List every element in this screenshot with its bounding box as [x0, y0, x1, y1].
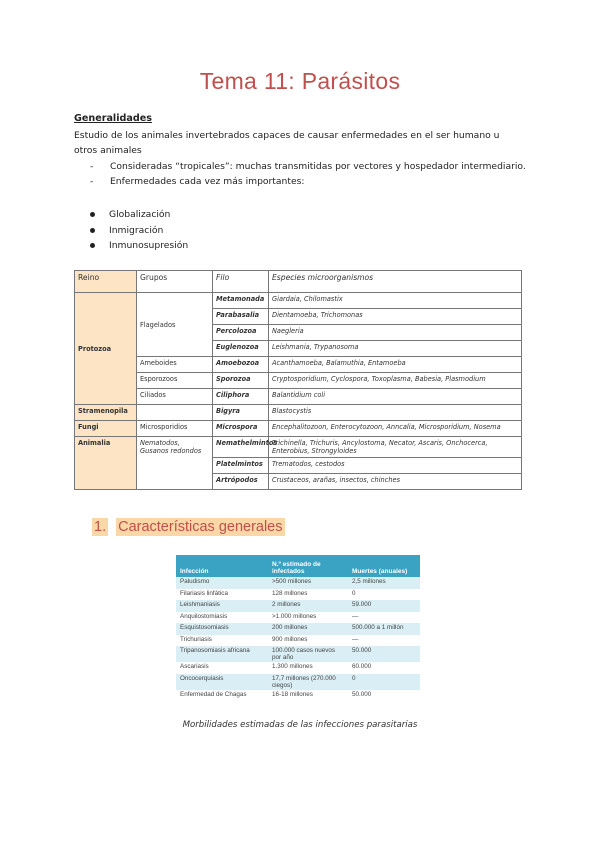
- bullet-item: [90, 223, 188, 239]
- muertes-cell: —: [352, 635, 359, 643]
- muertes-cell: 0: [348, 674, 420, 690]
- filo-cell: Parabasalia: [213, 309, 269, 325]
- reino-cell: Protozoa: [75, 293, 137, 405]
- generalidades-heading: Generalidades: [74, 113, 152, 124]
- infeccion-cell: Paludismo: [176, 577, 268, 589]
- especies-cell: Acanthamoeba, Balamuthia, Entamoeba: [269, 357, 522, 373]
- especies-cell: Trematodos, cestodos: [269, 458, 522, 474]
- especies-cell: Giardaia, Chilomastix: [269, 293, 522, 309]
- table-row: [75, 437, 522, 458]
- table-row: [75, 373, 522, 389]
- infeccion-cell: Esquistosomiasis: [176, 623, 268, 635]
- filo-cell: Percolozoa: [213, 325, 269, 341]
- filo-cell: Artrópodos: [213, 474, 269, 490]
- header-infectados: N.º estimado de infectados: [268, 555, 348, 577]
- dash-item: [90, 159, 526, 174]
- table-caption: Morbilidades estimadas de las infecciones parasitarias: [182, 720, 418, 730]
- filo-cell: Ciliphora: [213, 389, 269, 405]
- infectados-cell: 200 millones: [268, 623, 348, 635]
- especies-cell: Encephalitozoon, Enterocytozoon, Anncalia, Microsporidium, Nosema: [269, 421, 522, 437]
- table-row: [75, 389, 522, 405]
- table-row: [176, 690, 420, 702]
- bullet-text: Inmigración: [109, 224, 164, 236]
- header-reino: Reino: [75, 271, 137, 293]
- bullet-list: [90, 207, 188, 254]
- bullet-icon: [90, 228, 95, 233]
- bullet-icon: [90, 243, 95, 248]
- filo-cell: Microspora: [213, 421, 269, 437]
- filo-cell: Euglenozoa: [213, 341, 269, 357]
- infeccion-cell: Oncocerquiasis: [176, 674, 268, 690]
- dash-list: [90, 159, 526, 189]
- especies-cell: Naegleria: [269, 325, 522, 341]
- grupo-cell: Esporozoos: [137, 373, 213, 389]
- table-row: [75, 421, 522, 437]
- muertes-cell: 59.000: [348, 600, 420, 612]
- infectados-cell: 900 millones: [272, 635, 308, 643]
- page-title: Tema 11: Parásitos: [199, 68, 401, 94]
- especies-cell: Cryptosporidium, Cyclospora, Toxoplasma, Babesia, Plasmodium: [269, 373, 522, 389]
- table-row: [176, 635, 420, 647]
- dash-mark: -: [90, 161, 94, 172]
- grupo-cell: Microsporidios: [137, 421, 213, 437]
- bullet-text: Inmunosupresión: [109, 240, 189, 251]
- table-row: [176, 674, 420, 690]
- section-number: 1.: [94, 519, 107, 535]
- muertes-cell: 50.000: [352, 690, 372, 698]
- dash-text: Enfermedades cada vez más importantes:: [110, 176, 305, 187]
- infeccion-cell: Enfermedad de Chagas: [180, 690, 247, 698]
- dash-mark: -: [90, 176, 94, 187]
- filo-cell: Bigyra: [213, 405, 269, 421]
- infeccion-cell: Tripanosomiasis africana: [176, 646, 268, 662]
- header-muertes: Muertes (anuales): [348, 555, 420, 577]
- section-heading: [92, 519, 285, 535]
- table-header-row: [75, 271, 522, 293]
- infeccion-cell: Trichuriasis: [180, 635, 212, 643]
- muertes-cell: 500.000 a 1 millón: [348, 623, 420, 635]
- infeccion-cell: Filariasis linfática: [180, 589, 228, 597]
- infectados-cell: 2 millones: [268, 600, 348, 612]
- especies-cell: Trichinella, Trichuris, Ancylostoma, Necator, Ascaris, Onchocerca, Enterobius, Strongyloides: [269, 437, 522, 458]
- muertes-cell: 0: [352, 589, 356, 597]
- filo-cell: Metamonada: [213, 293, 269, 309]
- muertes-cell: —: [352, 612, 359, 620]
- infeccion-cell: Ascariasis: [180, 663, 209, 670]
- infectados-cell: 128 millones: [272, 589, 308, 597]
- header-filo: Filo: [213, 271, 269, 293]
- infectados-cell: >500 millones: [268, 577, 348, 589]
- especies-cell: Blastocystis: [269, 405, 522, 421]
- infectados-cell: 1.300 millones: [272, 663, 313, 670]
- infectados-cell: 17,7 millones (270.000 ciegos): [268, 674, 348, 690]
- filo-cell: Sporozoa: [213, 373, 269, 389]
- reino-cell: Stramenopila: [75, 405, 137, 421]
- infectados-cell: 100.000 casos nuevos por año: [268, 646, 348, 662]
- bullet-item: [90, 238, 188, 254]
- especies-cell: Balantidium coli: [269, 389, 522, 405]
- muertes-cell: 2,5 millones: [348, 577, 420, 589]
- dash-text: Consideradas “tropicales”: muchas transmitidas por vectores y hospedador intermediario.: [110, 161, 526, 172]
- reino-cell: Fungi: [75, 421, 137, 437]
- muertes-cell: 60.000: [352, 663, 372, 670]
- bullet-item: [90, 207, 188, 223]
- filo-cell: Nemathelmintos: [213, 437, 269, 458]
- muertes-cell: 50.000: [348, 646, 420, 662]
- filo-cell: Amoebozoa: [213, 357, 269, 373]
- table-row: [75, 293, 522, 309]
- table-row: [75, 405, 522, 421]
- reino-cell: Animalia: [75, 437, 137, 490]
- table-row: [176, 600, 420, 612]
- header-especies: Especies microorganismos: [269, 271, 522, 293]
- especies-cell: Crustaceos, arañas, insectos, chinches: [269, 474, 522, 490]
- infeccion-cell: Anquilostomiasis: [180, 612, 228, 620]
- header-grupos: Grupos: [137, 271, 213, 293]
- especies-cell: Leishmania, Trypanosoma: [269, 341, 522, 357]
- grupo-cell: Ciliados: [137, 389, 213, 405]
- grupo-cell: Flagelados: [137, 293, 213, 357]
- table-row: [176, 623, 420, 635]
- bullet-text: Globalización: [109, 209, 171, 220]
- table-row: [176, 589, 420, 601]
- especies-cell: Dientamoeba, Trichomonas: [269, 309, 522, 325]
- filo-cell: Platelmintos: [213, 458, 269, 474]
- grupo-cell: Ameboides: [137, 357, 213, 373]
- dash-item: [90, 174, 526, 189]
- table-row: [75, 357, 522, 373]
- morbidity-header-row: [176, 555, 420, 577]
- table-row: [176, 612, 420, 624]
- grupo-cell: Nematodos, Gusanos redondos: [137, 437, 213, 490]
- section-title: Características generales: [118, 519, 283, 535]
- morbidity-table: [176, 555, 420, 701]
- bullet-icon: [90, 212, 95, 217]
- grupo-cell: [137, 405, 213, 421]
- infeccion-cell: Leishmaniasis: [176, 600, 268, 612]
- table-row: [176, 577, 420, 589]
- header-infeccion: Infección: [176, 555, 268, 577]
- infectados-cell: >1.000 millones: [272, 612, 317, 620]
- generalidades-intro: Estudio de los animales invertebrados capaces de causar enfermedades en el ser humano u otros animales: [74, 130, 500, 156]
- classification-table: [74, 270, 522, 490]
- table-row: [176, 646, 420, 662]
- table-row: [176, 662, 420, 674]
- infectados-cell: 16-18 millones: [272, 690, 313, 698]
